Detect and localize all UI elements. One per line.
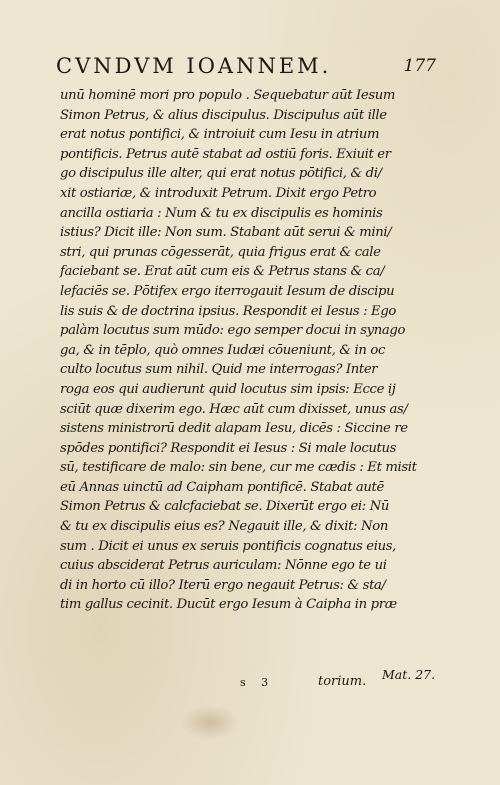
text-line: lis suis & de doctrina ipsius. Respondit ei Iesus : Ego	[60, 303, 396, 319]
text-line: spōdes pontifici? Respondit ei Iesus : Si male locutus	[60, 440, 397, 456]
text-line: ga, & in tēplo, quò omnes Iudæi cōueniunt, & in oc	[60, 342, 385, 358]
text-line: pontificis. Petrus autē stabat ad ostiū foris. Exiuit er	[60, 146, 391, 162]
page-number: 177	[403, 56, 436, 76]
catchword: torium.	[318, 674, 367, 689]
page-header	[56, 54, 436, 84]
text-line: faciebant se. Erat aūt cum eis & Petrus stans & ca/	[60, 264, 385, 280]
text-line: ancilla ostiaria : Num & tu ex discipulis es hominis	[60, 205, 383, 221]
text-line: eū Annas uinctū ad Caipham pontificē. Stabat autē	[60, 479, 384, 495]
text-line: roga eos qui audierunt quid locutus sim ipsis: Ecce ij	[60, 381, 396, 397]
text-line: unū hominē mori pro populo . Sequebatur aūt Iesum	[60, 88, 396, 103]
text-line: sistens ministrorū dedit alapam Iesu, dicēs : Siccine re	[60, 421, 408, 437]
text-line: istius? Dicit ille: Non sum. Stabant aūt serui & mini/	[60, 225, 392, 241]
text-line: xit ostiariæ, & introduxit Petrum. Dixit ergo Petro	[60, 185, 377, 201]
text-block	[60, 86, 417, 615]
text-line: erat notus pontifici, & introiuit cum Iesu in atrium	[60, 127, 380, 143]
text-line: sū, testificare de malo: sin bene, cur me cædis : Et misit	[60, 460, 417, 476]
signature-mark: s 3	[240, 676, 275, 689]
paper-stain	[180, 705, 240, 740]
text-line: go discipulus ille alter, qui erat notus pōtifici, & di/	[60, 166, 382, 182]
margin-note: Mat. 27.	[382, 667, 436, 682]
text-line: palàm locutus sum mūdo: ego semper docui in synago	[60, 323, 406, 339]
text-line: & tu ex discipulis eius es? Negauit ille, & dixit: Non	[60, 519, 388, 535]
running-head: CVNDVM IOANNEM.	[56, 54, 332, 78]
text-line: di in horto cū illo? Iterū ergo negauit Petrus: & sta/	[60, 577, 386, 593]
text-line: lefaciēs se. Pōtifex ergo iterrogauit Iesum de discipu	[60, 283, 395, 299]
text-line: culto locutus sum nihil. Quid me interrogas? Inter	[60, 362, 378, 378]
text-line: tim gallus cecinit. Ducūt ergo Iesum à Caipha in præ	[60, 597, 397, 613]
text-line: Simon Petrus & calcfaciebat se. Dixerūt ergo ei: Nū	[60, 499, 390, 515]
text-line: sum . Dicit ei unus ex seruis pontificis cognatus eius,	[60, 538, 397, 554]
text-line: sciūt quæ dixerim ego. Hæc aūt cum dixisset, unus as/	[60, 401, 408, 417]
text-line: stri, qui prunas cōgesserāt, quia frigus erat & cale	[60, 244, 381, 260]
text-line: cuius absciderat Petrus auriculam: Nōnne ego te ui	[60, 558, 387, 574]
text-line: Simon Petrus, & alius discipulus. Discipulus aūt ille	[60, 107, 387, 123]
